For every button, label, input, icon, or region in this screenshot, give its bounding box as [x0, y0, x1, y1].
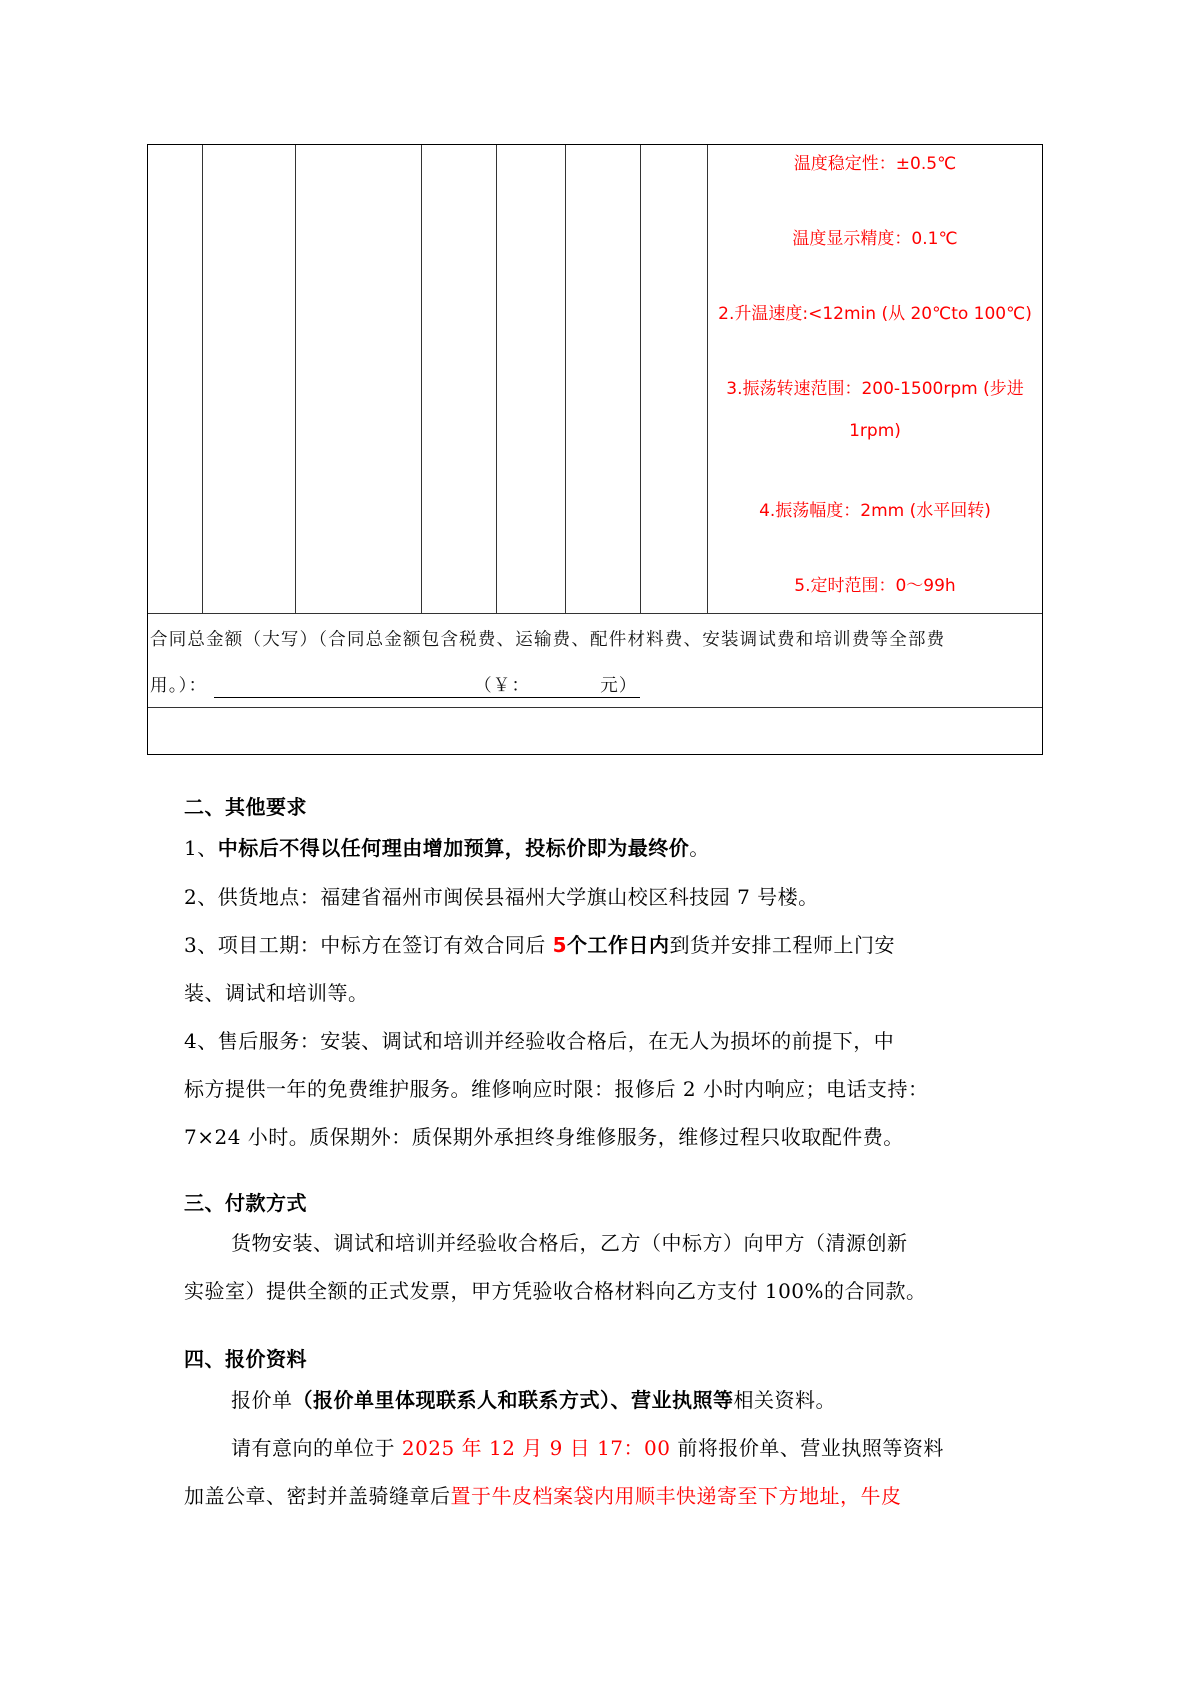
item1-suffix: 。 [689, 836, 710, 860]
spec-table [147, 144, 1043, 755]
section4-heading: 四、报价资料 [184, 1347, 307, 1371]
section2-item3-line2: 装、调试和培训等。 [184, 981, 369, 1005]
delivery-instruction: 置于牛皮档案袋内用顺丰快递寄至下方地址，牛皮 [450, 1484, 902, 1508]
item-number: 1、 [184, 836, 218, 860]
yen-label: （￥： [474, 676, 531, 696]
deadline-text: 2025 年 12 月 9 日 17：00 [401, 1436, 671, 1460]
table-col-divider [295, 145, 296, 614]
table-col-divider [496, 145, 497, 614]
spec-line: 4.振荡幅度：2mm (水平回转) [759, 501, 991, 521]
table-row-divider [148, 613, 1042, 614]
p1-suffix: 相关资料。 [733, 1388, 836, 1412]
section3-line1: 货物安装、调试和培训并经验收合格后，乙方（中标方）向甲方（清源创新 [231, 1231, 908, 1255]
contract-total-line2 [150, 672, 640, 698]
section2-item3 [184, 935, 1024, 955]
spec-line: 温度稳定性：±0.5℃ [793, 154, 957, 174]
section2-item4-line2: 标方提供一年的免费维护服务。维修响应时限：报修后 2 小时内响应；电话支持： [184, 1077, 929, 1101]
spec-line: 温度显示精度：0.1℃ [792, 229, 958, 249]
section4-p3 [184, 1486, 1024, 1506]
table-col-divider [202, 145, 203, 614]
p2-prefix: 请有意向的单位于 [231, 1436, 402, 1460]
table-row-divider [148, 707, 1042, 708]
item3-bold-text: 个工作日内 [567, 933, 670, 957]
section4-p1 [231, 1390, 1071, 1410]
section3-line2: 实验室）提供全额的正式发票，甲方凭验收合格材料向乙方支付 100%的合同款。 [184, 1279, 927, 1303]
contract-total-prefix: 用。）： [150, 676, 208, 696]
contract-total-amount-field[interactable] [214, 672, 640, 698]
section4-p2 [231, 1438, 1071, 1458]
item3-days-number: 5 [552, 933, 568, 957]
spec-line: 2.升温速度:<12min (从 20℃to 100℃) [718, 304, 1032, 324]
section2-item1 [184, 838, 1024, 858]
section2-item4-line1: 4、售后服务：安装、调试和培训并经验收合格后，在无人为损坏的前提下，中 [184, 1029, 895, 1053]
p3-prefix: 加盖公章、密封并盖骑缝章后 [184, 1484, 451, 1508]
spec-line: 3.振荡转速范围：200-1500rpm (步进 [726, 379, 1024, 399]
table-col-divider [640, 145, 641, 614]
table-col-divider [565, 145, 566, 614]
p1-bold-text: （报价单里体现联系人和联系方式）、营业执照等 [292, 1388, 734, 1412]
spec-line: 5.定时范围：0～99h [794, 576, 956, 596]
section2-heading: 二、其他要求 [184, 795, 307, 819]
section3-heading: 三、付款方式 [184, 1191, 307, 1215]
table-col-divider [421, 145, 422, 614]
p2-suffix: 前将报价单、营业执照等资料 [670, 1436, 944, 1460]
spec-cell [708, 145, 1042, 614]
item3-prefix: 3、项目工期：中标方在签订有效合同后 [184, 933, 553, 957]
section2-item4-line3: 7×24 小时。质保期外：质保期外承担终身维修服务，维修过程只收取配件费。 [184, 1125, 904, 1149]
section2-item2: 2、供货地点：福建省福州市闽侯县福州大学旗山校区科技园 7 号楼。 [184, 885, 819, 909]
yuan-label: 元） [600, 676, 638, 696]
spec-line: 1rpm) [849, 421, 901, 441]
contract-total-label: 合同总金额（大写）（合同总金额包含税费、运输费、配件材料费、安装调试费和培训费等全部费 [150, 630, 946, 650]
p1-prefix: 报价单 [231, 1388, 293, 1412]
item3-suffix: 到货并安排工程师上门安 [669, 933, 896, 957]
item1-bold-text: 中标后不得以任何理由增加预算，投标价即为最终价 [217, 836, 690, 860]
